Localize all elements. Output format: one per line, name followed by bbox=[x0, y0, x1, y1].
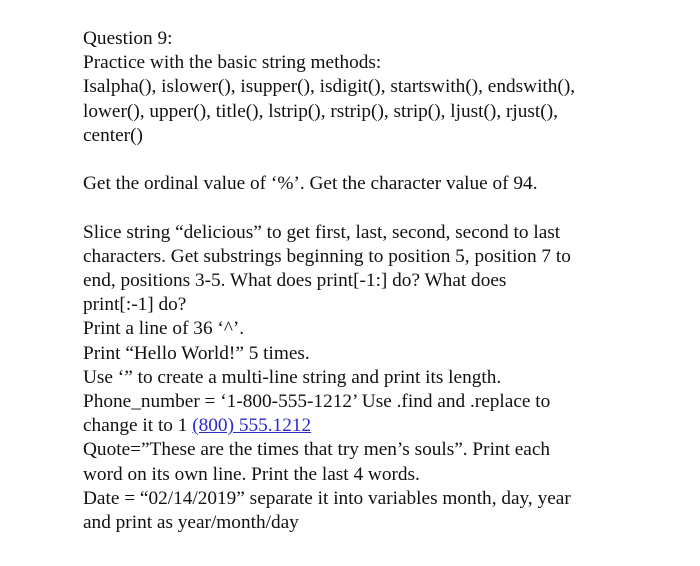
question-document bbox=[83, 27, 623, 535]
phone-change-prefix: change it to 1 bbox=[83, 415, 193, 437]
date-line-1: Date = “02/14/2019” separate it into variables month, day, year bbox=[83, 487, 571, 509]
quote-line-2: word on its own line. Print the last 4 words. bbox=[83, 463, 420, 485]
question-title: Question 9: bbox=[83, 28, 173, 49]
slice-line-1: Slice string “delicious” to get first, last, second, second to last bbox=[83, 221, 561, 243]
multiline-task: Use ‘” to create a multi-line string and print its length. bbox=[83, 366, 502, 388]
hello-task: Print “Hello World!” 5 times. bbox=[83, 342, 310, 364]
quote-line-1: Quote=”These are the times that try men’s souls”. Print each bbox=[83, 439, 551, 461]
methods-line-3: center() bbox=[83, 124, 143, 146]
methods-line-2: lower(), upper(), title(), lstrip(), rstrip(), strip(), ljust(), rjust(), bbox=[83, 100, 558, 122]
question-intro: Practice with the basic string methods: bbox=[83, 52, 382, 74]
slice-line-2: characters. Get substrings beginning to position 5, position 7 to bbox=[83, 245, 571, 267]
caret-task: Print a line of 36 ‘^’. bbox=[83, 318, 245, 340]
slice-line-3: end, positions 3-5. What does print[-1:] do? What does bbox=[83, 270, 507, 291]
phone-task: Phone_number = ‘1-800-555-1212’ Use .find and .replace to bbox=[83, 391, 551, 413]
paragraph-gap bbox=[83, 148, 623, 172]
phone-number-link[interactable]: (800) 555.1212 bbox=[192, 415, 312, 437]
paragraph-gap bbox=[83, 196, 623, 220]
slice-line-4: print[:-1] do? bbox=[83, 294, 187, 316]
ordinal-task: Get the ordinal value of ‘%’. Get the character value of 94. bbox=[83, 173, 538, 195]
date-line-2: and print as year/month/day bbox=[83, 512, 299, 534]
methods-line-1: Isalpha(), islower(), isupper(), isdigit(), startswith(), endswith(), bbox=[83, 76, 576, 98]
phone-change-line bbox=[83, 414, 623, 438]
